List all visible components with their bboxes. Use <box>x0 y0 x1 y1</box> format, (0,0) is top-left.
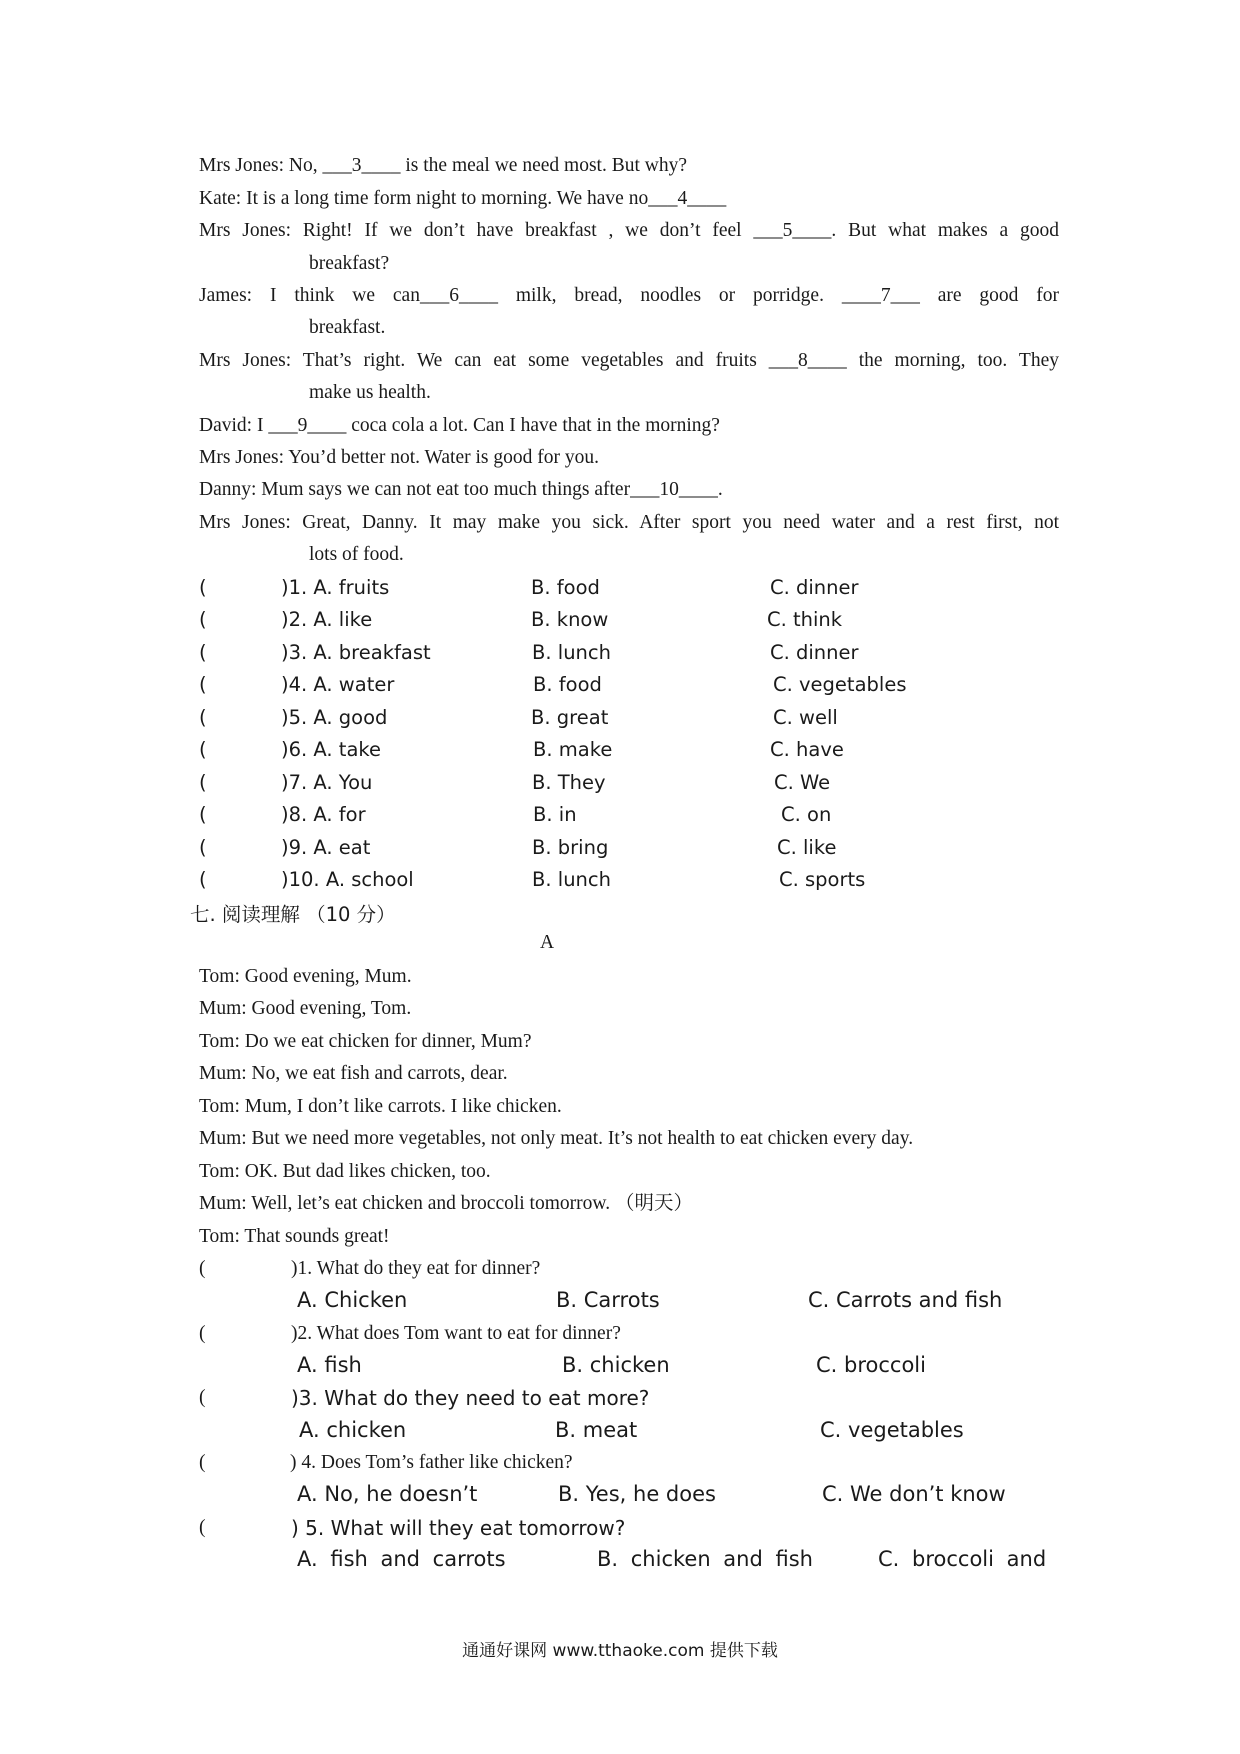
option-c: C. on <box>781 803 832 826</box>
answer-paren[interactable]: ( <box>199 1323 206 1344</box>
option-b: B. bring <box>532 836 609 859</box>
option-a: )3. A. breakfast <box>281 641 431 664</box>
choice-c: C. vegetables <box>820 1418 964 1442</box>
passage-line: Mum: No, we eat fish and carrots, dear. <box>199 1063 508 1084</box>
passage-line: Tom: Good evening, Mum. <box>199 966 412 987</box>
choice-b: B. Yes, he does <box>558 1482 716 1506</box>
question-text: )1. What do they eat for dinner? <box>291 1258 541 1279</box>
option-a: )4. A. water <box>281 673 395 696</box>
dialogue-line: James: I think we can___6____ milk, bread, noodles or porridge. ____7___ are good for <box>199 285 1059 306</box>
option-c: C. vegetables <box>773 673 907 696</box>
option-b: B. make <box>533 738 613 761</box>
choice-b: B. Carrots <box>556 1288 660 1312</box>
passage-line: Tom: That sounds great! <box>199 1226 390 1247</box>
choice-c: C. Carrots and fish <box>808 1288 1003 1312</box>
passage-line: Tom: OK. But dad likes chicken, too. <box>199 1161 491 1182</box>
passage-line: Mum: But we need more vegetables, not only meat. It’s not health to eat chicken every day. <box>199 1128 914 1149</box>
answer-paren[interactable]: ( <box>199 771 207 794</box>
option-a: )10. A. school <box>281 868 414 891</box>
passage-label: A <box>540 932 555 953</box>
option-b: B. know <box>531 608 609 631</box>
answer-paren[interactable]: ( <box>199 641 207 664</box>
option-b: B. lunch <box>532 868 611 891</box>
option-c: C. dinner <box>770 641 859 664</box>
option-a: )2. A. like <box>281 608 373 631</box>
choice-c: C. We don’t know <box>822 1482 1006 1506</box>
option-b: B. food <box>531 576 600 599</box>
passage-line: Tom: Mum, I don’t like carrots. I like chicken. <box>199 1096 562 1117</box>
dialogue-continuation: breakfast? <box>309 253 390 274</box>
option-a: )9. A. eat <box>281 836 371 859</box>
option-b: B. great <box>531 706 609 729</box>
dialogue-line: David: I ___9____ coca cola a lot. Can I have that in the morning? <box>199 415 720 436</box>
option-c: C. We <box>774 771 831 794</box>
question-text: ) 4. Does Tom’s father like chicken? <box>290 1452 573 1473</box>
answer-paren[interactable]: ( <box>199 1258 206 1279</box>
choice-a: A. chicken <box>299 1418 407 1442</box>
dialogue-line: Danny: Mum says we can not eat too much things after___10____. <box>199 479 723 500</box>
answer-paren[interactable]: ( <box>199 1452 206 1473</box>
dialogue-line-wrap <box>199 284 1059 308</box>
choice-a: A. fish and carrots <box>297 1547 506 1571</box>
option-a: )6. A. take <box>281 738 381 761</box>
choice-b: B. chicken and fish <box>597 1547 813 1571</box>
option-c: C. think <box>767 608 843 631</box>
question-text: ) 5. What will they eat tomorrow? <box>291 1516 626 1540</box>
passage-line: Mum: Well, let’s eat chicken and broccoli tomorrow. （明天） <box>199 1193 693 1214</box>
option-a: )5. A. good <box>281 706 388 729</box>
choice-a: A. fish <box>297 1353 362 1377</box>
section-title: 七. 阅读理解 （10 分） <box>190 903 396 926</box>
dialogue-continuation: lots of food. <box>309 544 404 565</box>
dialogue-line-wrap <box>199 349 1059 373</box>
option-c: C. dinner <box>770 576 859 599</box>
dialogue-line: Kate: It is a long time form night to morning. We have no___4____ <box>199 188 727 209</box>
dialogue-line-wrap <box>199 511 1059 535</box>
option-a: )8. A. for <box>281 803 366 826</box>
choice-a: A. No, he doesn’t <box>297 1482 478 1506</box>
dialogue-line: Mrs Jones: You’d better not. Water is good for you. <box>199 447 599 468</box>
option-b: B. food <box>533 673 602 696</box>
option-a: )7. A. You <box>281 771 373 794</box>
choice-b: B. chicken <box>562 1353 670 1377</box>
choice-c: C. broccoli <box>816 1353 926 1377</box>
answer-paren[interactable]: ( <box>199 608 207 631</box>
dialogue-line: Mrs Jones: That’s right. We can eat some vegetables and fruits ___8____ the morning, too. They <box>199 350 1059 371</box>
answer-paren[interactable]: ( <box>199 576 207 599</box>
dialogue-line: Mrs Jones: Right! If we don’t have breakfast , we don’t feel ___5____. But what makes a good <box>199 220 1059 241</box>
choice-b: B. meat <box>555 1418 638 1442</box>
question-text: )3. What do they need to eat more? <box>291 1386 650 1410</box>
option-c: C. like <box>777 836 837 859</box>
option-c: C. well <box>773 706 838 729</box>
option-b: B. lunch <box>532 641 611 664</box>
answer-paren[interactable]: ( <box>199 1387 206 1408</box>
answer-paren[interactable]: ( <box>199 868 207 891</box>
option-c: C. have <box>770 738 844 761</box>
choice-a: A. Chicken <box>297 1288 408 1312</box>
page-footer: 通通好课网 www.tthaoke.com 提供下载 <box>462 1641 778 1661</box>
dialogue-line-wrap <box>199 219 1059 243</box>
option-c: C. sports <box>779 868 866 891</box>
answer-paren[interactable]: ( <box>199 803 207 826</box>
dialogue-continuation: make us health. <box>309 382 431 403</box>
dialogue-continuation: breakfast. <box>309 317 386 338</box>
choice-c: C. broccoli and <box>878 1547 1047 1571</box>
dialogue-line: Mrs Jones: No, ___3____ is the meal we need most. But why? <box>199 155 687 176</box>
option-a: )1. A. fruits <box>281 576 390 599</box>
answer-paren[interactable]: ( <box>199 706 207 729</box>
answer-paren[interactable]: ( <box>199 1517 206 1538</box>
passage-line: Mum: Good evening, Tom. <box>199 998 412 1019</box>
passage-line: Tom: Do we eat chicken for dinner, Mum? <box>199 1031 532 1052</box>
answer-paren[interactable]: ( <box>199 673 207 696</box>
option-b: B. They <box>532 771 606 794</box>
option-b: B. in <box>533 803 577 826</box>
answer-paren[interactable]: ( <box>199 738 207 761</box>
dialogue-line: Mrs Jones: Great, Danny. It may make you sick. After sport you need water and a rest first, not <box>199 512 1059 533</box>
question-text: )2. What does Tom want to eat for dinner? <box>291 1323 621 1344</box>
answer-paren[interactable]: ( <box>199 836 207 859</box>
